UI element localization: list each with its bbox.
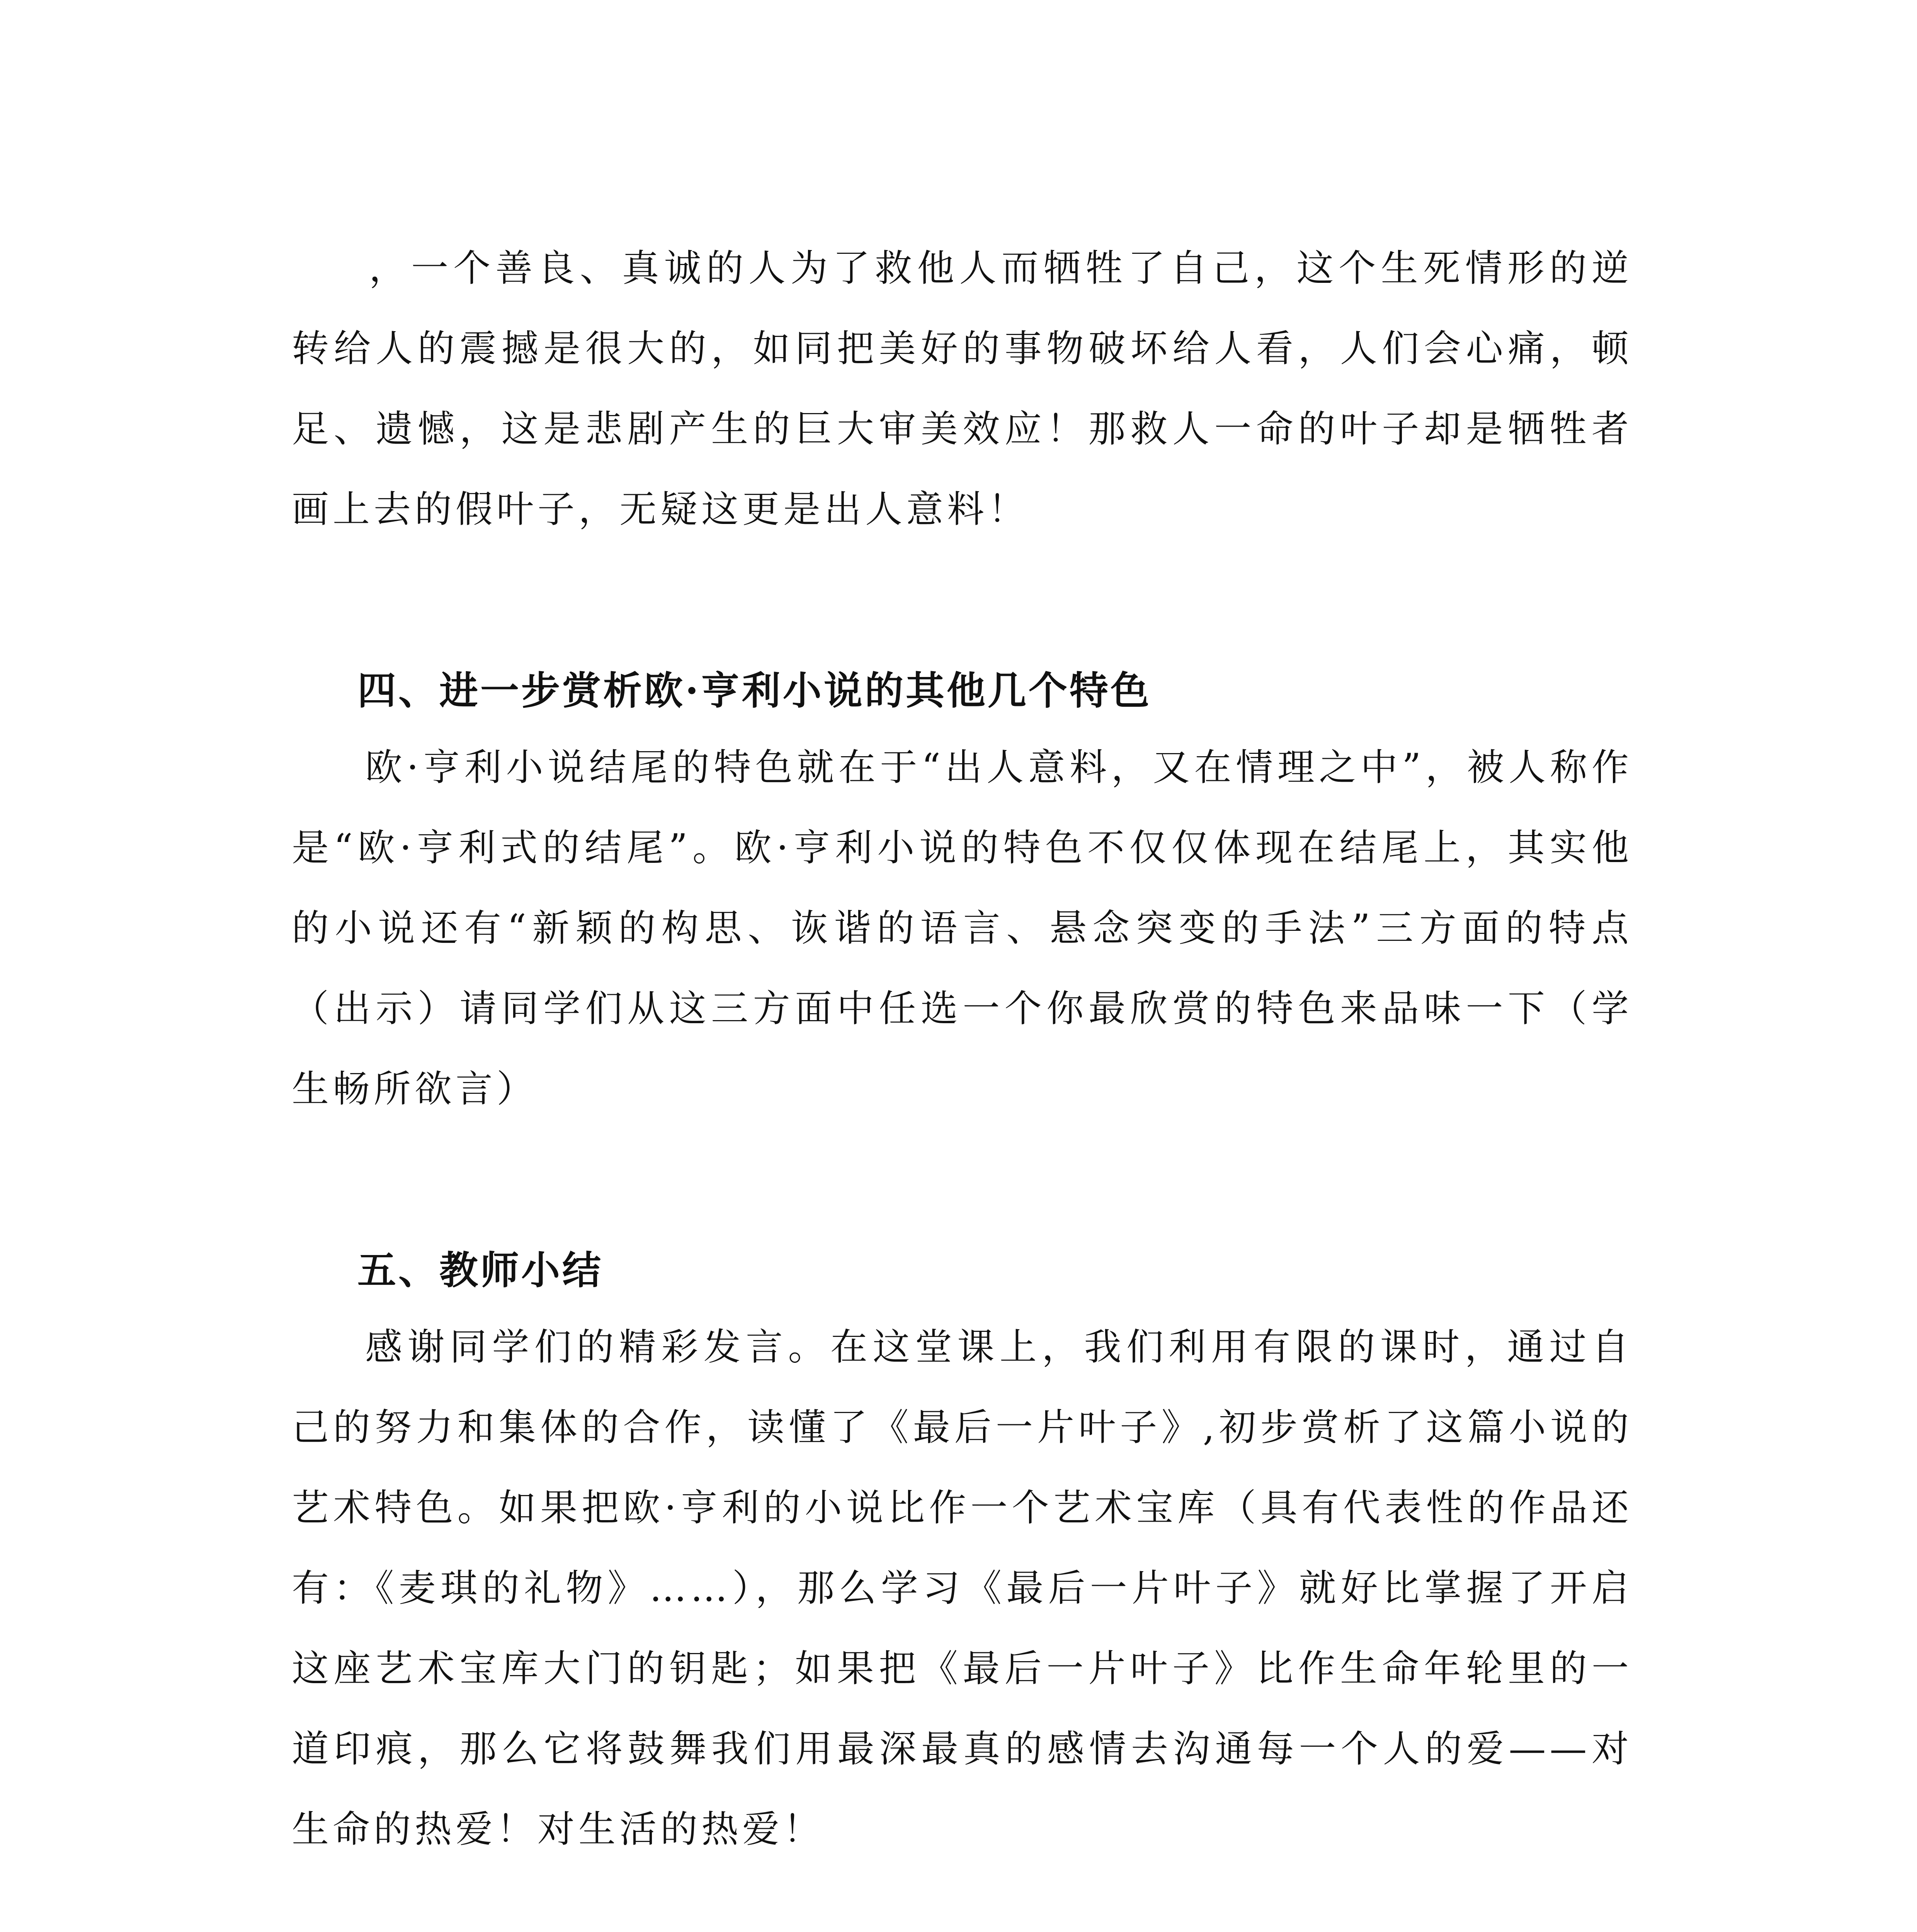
document-body — [292, 228, 1633, 1869]
section-paragraph: 感谢同学们的精彩发言。在这堂课上，我们利用有限的课时，通过自己的努力和集体的合作，读懂了《最后一片叶子》,初步赏析了这篇小说的艺术特色。如果把欧·亨利的小说比作一个艺术宝库（具有代表性的作品还有：《麦琪的礼物》……），那么学习《最后一片叶子》就好比掌握了开启这座艺术宝库大门的钥匙；如果把《最后一片叶子》比作生命年轮里的一道印痕，那么它将鼓舞我们用最深最真的感情去沟通每一个人的爱——对生命的热爱！对生活的热爱！ — [292, 1325, 1633, 1851]
section-paragraph: 欧·亨利小说结尾的特色就在于“出人意料，又在情理之中”，被人称作是“欧·亨利式的结尾”。欧·亨利小说的特色不仅仅体现在结尾上，其实他的小说还有“新颖的构思、诙谐的语言、悬念突变的手法”三方面的特点（出示）请同学们从这三方面中任选一个你最欣赏的特色来品味一下（学生畅所欲言） — [292, 746, 1633, 1111]
section-five — [292, 1233, 1633, 1869]
section-four — [292, 654, 1633, 1129]
section-heading: 四、进一步赏析欧·亨利小说的其他几个特色 — [357, 668, 1152, 713]
intro-paragraph: ，一个善良、真诚的人为了救他人而牺牲了自己，这个生死情形的逆转给人的震撼是很大的，如同把美好的事物破坏给人看，人们会心痛，顿足、遗憾，这是悲剧产生的巨大审美效应！那救人一命的叶子却是牺牲者画上去的假叶子，无疑这更是出人意料！ — [292, 247, 1633, 531]
section-heading: 五、教师小结 — [357, 1247, 603, 1293]
